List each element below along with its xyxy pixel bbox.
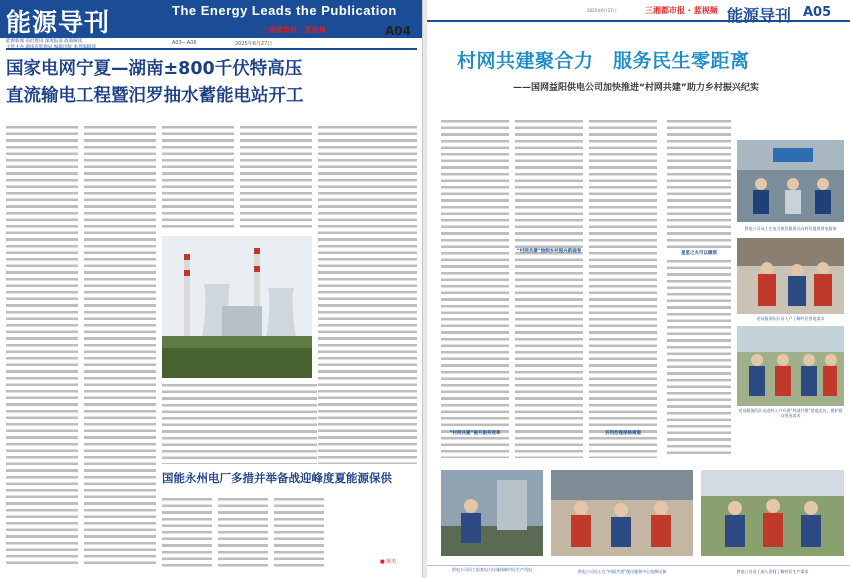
page-number: A04 [385, 24, 411, 38]
section-heading: 共同治理保畅通道 [605, 431, 641, 436]
section-heading: 星星之火可以燎原 [681, 251, 717, 256]
feature-subheadline: ——国网益阳供电公司加快推进“村网共建”助力乡村振兴纪实 [513, 83, 759, 93]
photo-caption: 供电公司员工在电力便民服务点向村民提供用电服务 [744, 226, 837, 231]
facility-check-illustration [441, 470, 543, 556]
page-number: A05 [803, 5, 832, 20]
home-visit-illustration [737, 238, 844, 314]
photo-caption: 供电公司员工检查电力设施保障村民生产用电 [452, 567, 532, 572]
section-heading: “村网共建”提升服务效率 [449, 431, 501, 436]
bottom-caption-bar [427, 565, 850, 578]
masthead-bar [0, 0, 423, 38]
issue-date: 2025年6月27日 [235, 41, 273, 47]
article-column [667, 258, 731, 458]
article-column [84, 124, 156, 568]
feature-headline: 村网共建聚合力 服务民生零距离 [457, 50, 750, 72]
byline: ■ 陈杰 [380, 559, 397, 565]
partner-logo: 三湘都市报 · 蓝视频 [645, 6, 718, 15]
issue-date: 2025年6月27日 [587, 8, 617, 13]
article-column [441, 118, 509, 458]
article-column [162, 124, 234, 230]
photo-caption: 供电公司员工深入田间了解村民生产需求 [736, 569, 809, 574]
team-visit-illustration [737, 326, 844, 406]
power-plant-photo [162, 236, 312, 378]
section-heading: “村网共建”绘制乡村振兴新画卷 [516, 249, 582, 254]
article-column [274, 496, 324, 568]
field-visit-photo [701, 470, 844, 556]
right-page [427, 0, 850, 578]
service-point-illustration [737, 140, 844, 222]
photo-caption: 党员服务队队员进村入户开展“村网共建”进度走访，维护群众用电诉求 [738, 408, 843, 418]
photo-caption: 党员服务队队员入户了解村民用电需求 [756, 316, 825, 321]
article-column [667, 118, 731, 248]
team-visit-photo [737, 326, 844, 406]
article-column [218, 496, 268, 568]
article-column [515, 118, 583, 458]
page-header [427, 0, 850, 25]
home-visit-photo [737, 238, 844, 314]
lead-headline-line: 直流输电工程暨汨罗抽水蓄能电站开工 [6, 86, 304, 106]
partner-logo: 三湘都市报 · 蓝视频 [262, 26, 326, 34]
article-column [162, 382, 317, 464]
secondary-headline: 国能永州电厂多措并举备战迎峰度夏能源保供 [162, 471, 392, 485]
photo-caption: 供电公司员工在“村网共建”便民服务中心检修设备 [577, 569, 667, 574]
left-page [0, 0, 423, 578]
article-column [318, 124, 417, 464]
edition-range: A03—A06 [172, 40, 197, 46]
masthead-slogan: The Energy Leads the Publication [172, 3, 397, 18]
lead-headline [6, 56, 417, 110]
masthead-rule [6, 48, 417, 50]
field-visit-illustration [701, 470, 844, 556]
masthead-subline: 能源新闻 前沿资讯 深度报道 政策解读 [6, 39, 83, 44]
service-center-illustration [551, 470, 693, 556]
service-point-photo [737, 140, 844, 222]
lead-headline-line: 国家电网宁夏—湖南±800千伏特高压 [6, 59, 303, 79]
service-center-photo [551, 470, 693, 556]
masthead-title: 能源导刊 [6, 8, 111, 37]
facility-check-photo [441, 470, 543, 556]
power-plant-illustration [162, 236, 312, 378]
article-column [6, 124, 78, 568]
section-brand: 能源导刊 [727, 6, 792, 25]
article-column [589, 118, 657, 458]
article-column [240, 124, 312, 230]
article-column [162, 496, 212, 568]
